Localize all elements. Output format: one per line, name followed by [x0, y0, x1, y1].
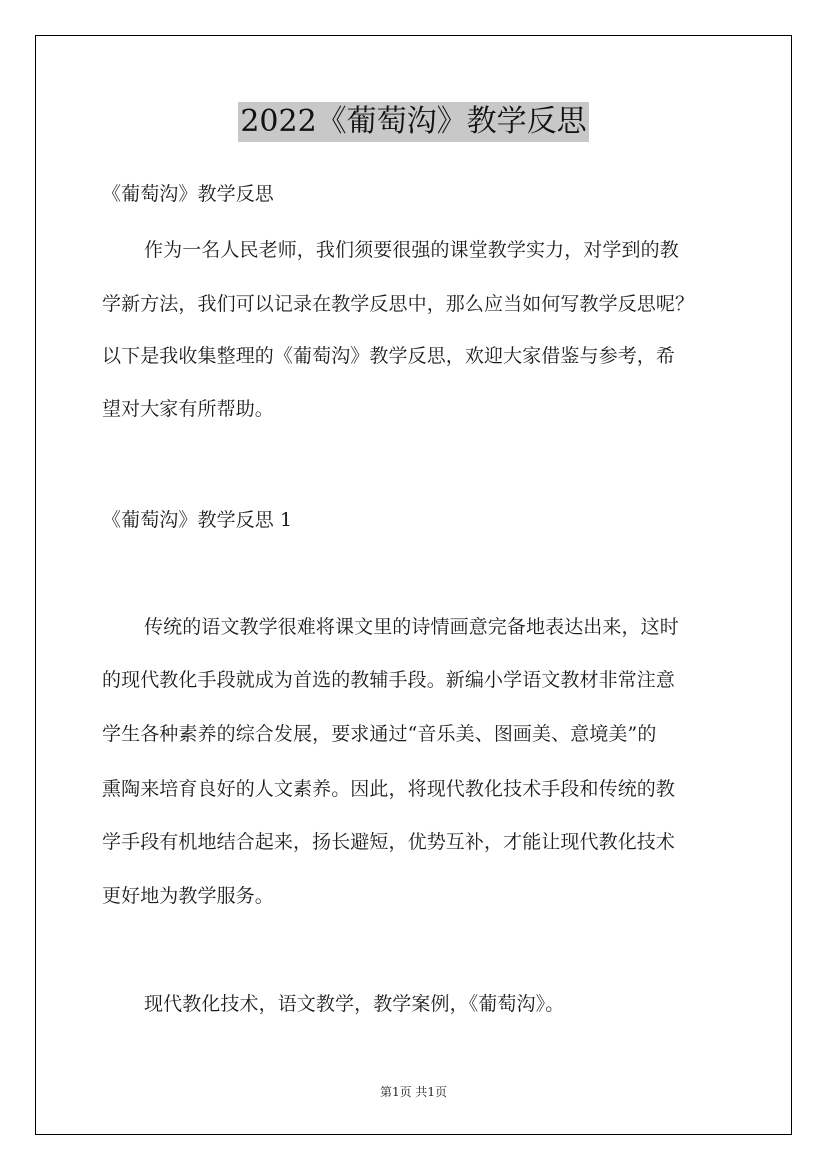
- section-heading: 《葡萄沟》教学反思 1: [102, 509, 293, 531]
- document-title: 2022《葡萄沟》教学反思: [238, 102, 588, 142]
- page-footer: 第1页 共1页: [379, 1085, 448, 1099]
- body-line: 传统的语文教学很难将课文里的诗情画意完备地表达出来，这时: [144, 616, 679, 638]
- body-line: 熏陶来培育良好的人文素养。因此，将现代教化技术手段和传统的教: [102, 778, 676, 800]
- body-line: 学生各种素养的综合发展，要求通过“音乐美、图画美、意境美”的: [102, 723, 657, 745]
- document-subtitle: 《葡萄沟》教学反思: [102, 183, 274, 205]
- intro-line: 望对大家有所帮助。: [102, 398, 274, 420]
- intro-line: 作为一名人民老师，我们须要很强的课堂教学实力，对学到的教: [144, 239, 679, 261]
- body-line: 更好地为教学服务。: [102, 885, 274, 907]
- keywords-line: 现代教化技术，语文教学，教学案例，《葡萄沟》。: [144, 993, 565, 1015]
- intro-line: 以下是我收集整理的《葡萄沟》教学反思，欢迎大家借鉴与参考，希: [102, 345, 676, 367]
- title-container: [0, 102, 827, 142]
- body-line: 学手段有机地结合起来，扬长避短，优势互补，才能让现代教化技术: [102, 831, 676, 853]
- body-line: 的现代教化手段就成为首选的教辅手段。新编小学语文教材非常注意: [102, 669, 676, 691]
- intro-line: 学新方法，我们可以记录在教学反思中，那么应当如何写教学反思呢？: [102, 293, 695, 315]
